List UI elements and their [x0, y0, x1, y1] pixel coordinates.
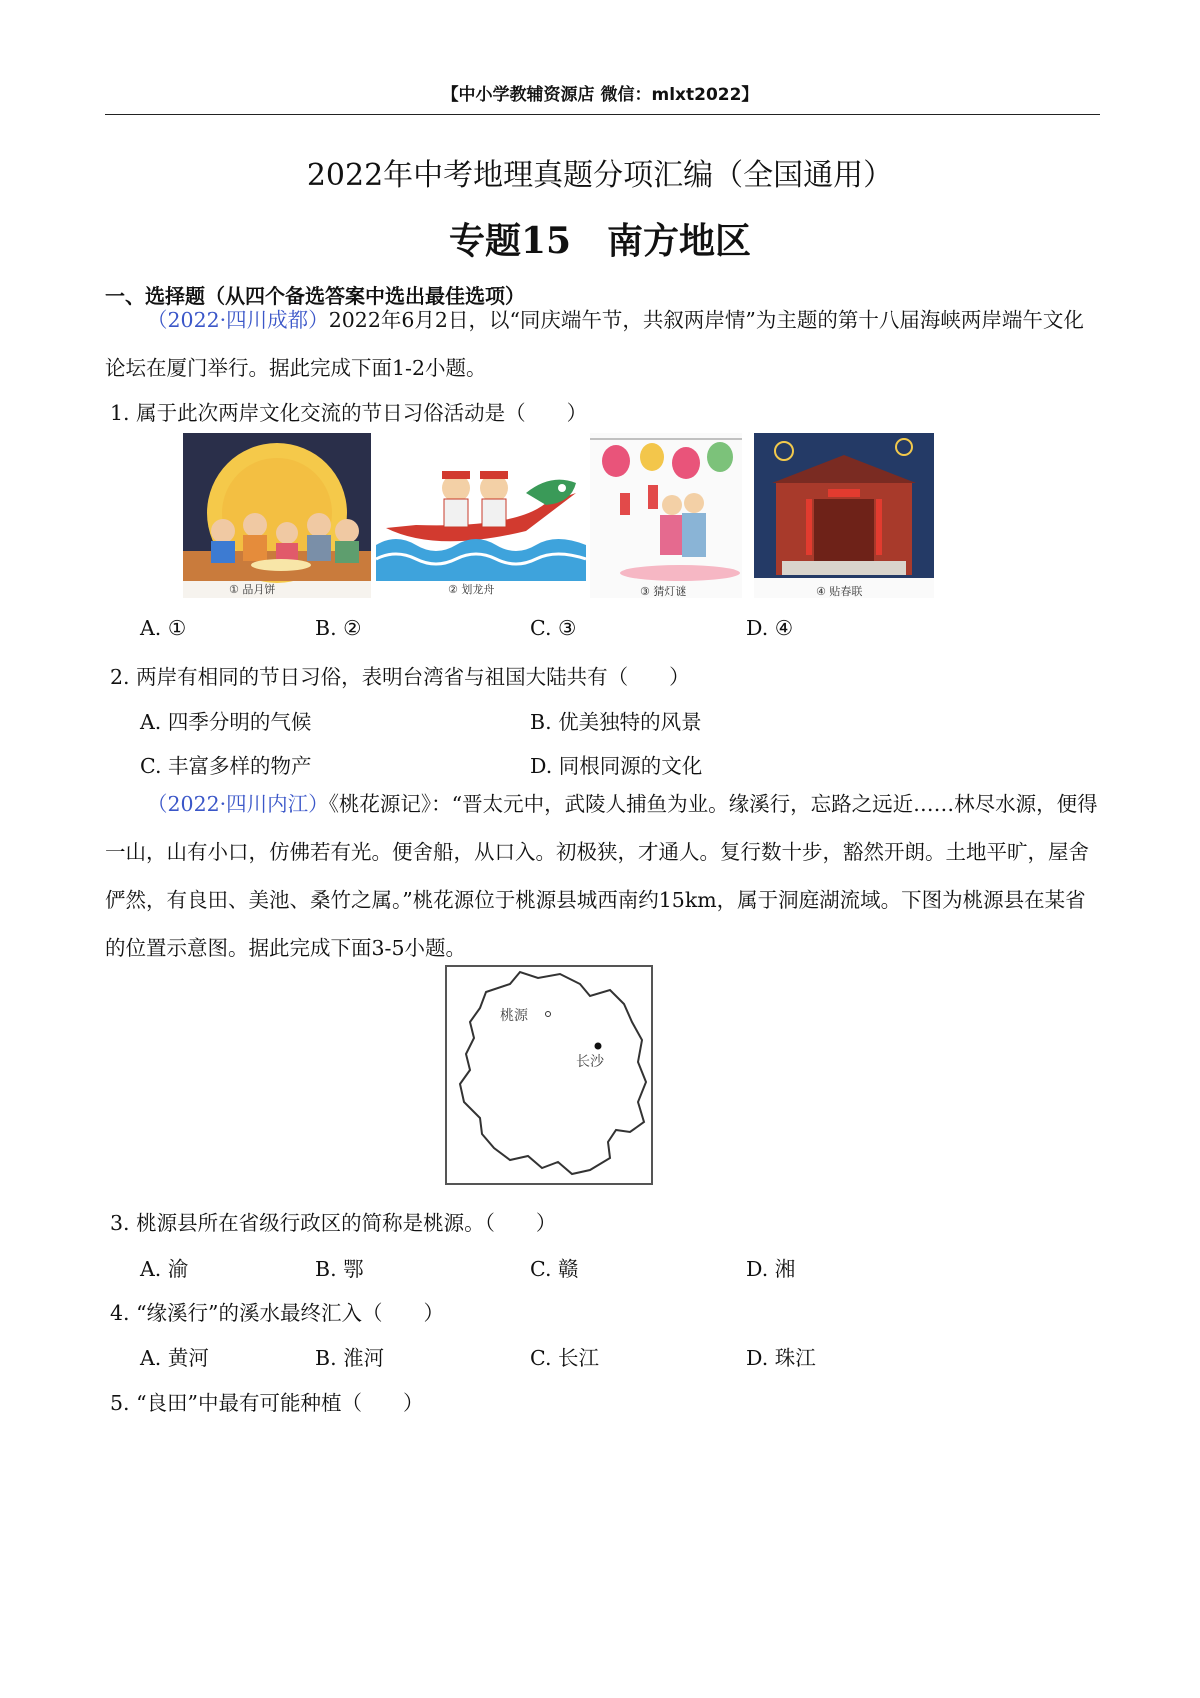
q4-option-c: C. 长江	[530, 1346, 599, 1370]
section-heading: 一、选择题（从四个备选答案中选出最佳选项）	[105, 284, 525, 308]
map-label-changsha: 长沙	[576, 1054, 604, 1070]
map-label-taoyuan: 桃源	[500, 1008, 528, 1024]
q2-option-b: B. 优美独特的风景	[530, 710, 702, 734]
image-caption-3: ③ 猜灯谜	[640, 585, 687, 598]
question-5-stem: 5. “良田”中最有可能种植（ ）	[110, 1391, 424, 1415]
q2-option-c: C. 丰富多样的物产	[140, 754, 312, 778]
page-header: 【中小学教辅资源店 微信：mlxt2022】	[441, 85, 759, 105]
passage-2-source: （2022·四川内江）	[147, 792, 329, 816]
q1-option-c: C. ③	[530, 616, 577, 640]
question-4-stem: 4. “缘溪行”的溪水最终汇入（ ）	[110, 1301, 445, 1325]
q4-option-d: D. 珠江	[746, 1346, 816, 1370]
spring-couplet-image	[754, 433, 934, 598]
document-subtitle: 专题15 南方地区	[448, 220, 752, 262]
lantern-riddle-image	[590, 433, 742, 598]
q3-option-c: C. 赣	[530, 1257, 579, 1281]
q2-option-d: D. 同根同源的文化	[530, 754, 703, 778]
passage-1	[105, 296, 1100, 392]
province-map	[440, 962, 658, 1190]
question-1-stem: 1. 属于此次两岸文化交流的节日习俗活动是（ ）	[110, 401, 588, 425]
question-2-stem: 2. 两岸有相同的节日习俗，表明台湾省与祖国大陆共有（ ）	[110, 665, 690, 689]
q4-option-a: A. 黄河	[140, 1346, 209, 1370]
dragon-boat-image	[376, 433, 586, 598]
image-caption-2: ② 划龙舟	[448, 583, 495, 596]
q1-option-d: D. ④	[746, 616, 794, 640]
passage-1-source: （2022·四川成都）	[147, 308, 329, 332]
q1-option-b: B. ②	[315, 616, 362, 640]
question-3-stem: 3. 桃源县所在省级行政区的简称是桃源。（ ）	[110, 1211, 557, 1235]
mooncake-image	[183, 433, 371, 598]
passage-2-text: 《桃花源记》：“晋太元中，武陵人捕鱼为业。缘溪行，忘路之远近……林尽水源，便得一山，山有小口，仿佛若有光。便舍船，从口入。初极狭，才通人。复行数十步，豁然开朗。土地平旷，屋舍俨然，有良田、美池、桑竹之属。”桃花源位于桃源县城西南约15km，属于洞庭湖流域。下图为桃源县在某省的位置示意图。据此完成下面3-5小题。	[105, 792, 1098, 960]
header-rule	[105, 114, 1100, 115]
image-caption-4: ④ 贴春联	[816, 585, 863, 598]
q3-option-b: B. 鄂	[315, 1257, 364, 1281]
q1-option-a: A. ①	[140, 616, 187, 640]
passage-1-text: 2022年6月2日，以“同庆端午节，共叙两岸情”为主题的第十八届海峡两岸端午文化论坛在厦门举行。据此完成下面1-2小题。	[105, 308, 1084, 380]
passage-2	[105, 780, 1100, 972]
q3-option-a: A. 渝	[140, 1257, 189, 1281]
q3-option-d: D. 湘	[746, 1257, 796, 1281]
image-caption-1: ① 品月饼	[229, 583, 276, 596]
q4-option-b: B. 淮河	[315, 1346, 385, 1370]
q2-option-a: A. 四季分明的气候	[140, 710, 312, 734]
document-title: 2022年中考地理真题分项汇编（全国通用）	[306, 158, 894, 193]
